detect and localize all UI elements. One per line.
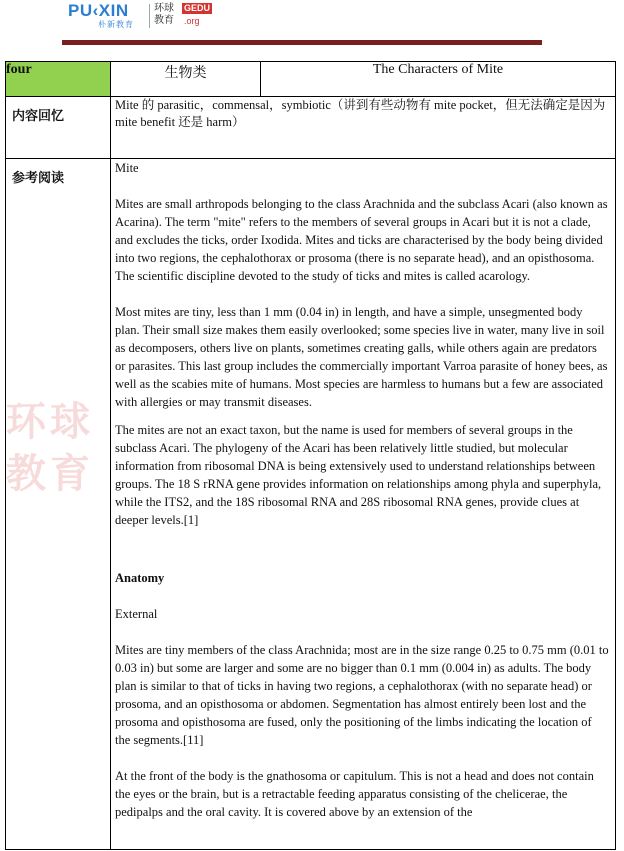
gedu-logo-tag: GEDU — [184, 3, 211, 13]
recall-row — [6, 97, 616, 159]
reading-paragraph: The mites are not an exact taxon, but the name is used for members of several groups in the subclass Acari. The phylogeny of the Acari has been relatively little studied, but molecular information from ribosomal DNA is being extensively used to understand relationships between groups. The 18 S rRNA gene provides information on relationships among phyla and superphyla, while the ITS2, and the 18S ribosomal RNA and 28S ribosomal RNA genes, provide clues at deeper levels.[1] — [115, 423, 602, 527]
watermark: 环球教育 — [6, 399, 94, 497]
reading-heading: Mite — [115, 161, 139, 175]
reading-label: 参考阅读 — [12, 171, 65, 186]
reading-paragraph: Mites are tiny members of the class Arachnida; most are in the size range 0.25 to 0.75 mm (0.01 to 0.03 in) but some are larger and some are no bigger than 0.1 mm (0.004 in) as adults. The body plan is similar to that of ticks in having two regions, a cephalothorax (with no separate head) or prosoma, and an opisthosoma or abdomen. Segmentation has almost entirely been lost and the prosoma and opisthosoma are fused, only the positioning of the limbs indicating the location of the segments.[11] — [115, 643, 609, 747]
reading-paragraph: At the front of the body is the gnathosoma or capitulum. This is not a head and does not contain the eyes or the brain, but is a retractable feeding apparatus consisting of the chelicerae, the pedipalps and the oral cavity. It is covered above by an extension of the — [115, 769, 594, 819]
external-heading: External — [115, 607, 158, 621]
anatomy-heading: Anatomy — [115, 571, 165, 585]
reading-paragraph: Mites are small arthropods belonging to the class Arachnida and the subclass Acari (also known as Acarina). The term "mite" refers to the members of several groups in Acari but it is not a clade, and excludes the ticks, order Ixodida. Mites and ticks are characterised by the body being divided into two regions, the cephalothorax or prosoma (there is no separate head), and an opisthosoma. The scientific discipline devoted to the study of ticks and mites is called acarology. — [115, 197, 608, 283]
gedu-logo-org: .org — [184, 16, 200, 26]
category-cell: 生物类 — [111, 62, 261, 97]
puxin-logo — [68, 2, 146, 32]
page-header — [0, 0, 624, 46]
recall-label: 内容回忆 — [12, 109, 65, 124]
gedu-logo — [154, 3, 224, 33]
title-cell: The Characters of Mite — [261, 62, 616, 97]
content-table — [5, 61, 616, 850]
table-header-row — [6, 62, 616, 97]
gedu-logo-cn1: 环球 — [154, 3, 174, 14]
recall-text: Mite 的 parasitic，commensal，symbiotic（讲到有些动物有 mite pocket，但无法确定是因为 mite benefit 还是 harm） — [115, 98, 606, 129]
reading-row — [6, 159, 616, 850]
reading-body — [111, 159, 615, 849]
header-rule — [62, 40, 542, 45]
gedu-logo-cn2: 教育 — [154, 15, 174, 26]
puxin-logo-text: PU‹XIN — [68, 1, 129, 20]
reading-paragraph: Most mites are tiny, less than 1 mm (0.04 in) in length, and have a simple, unsegmented body plan. Their small size makes them easily overlooked; some species live in water, many live in soil as decomposers, others live on plants, sometimes creating galls, while others again are predators or parasites. This last group includes the commercially important Varroa parasite of honey bees, as well as the scabies mite of humans. Most species are harmless to humans but a few are associated with allergies or may transmit diseases. — [115, 305, 608, 409]
puxin-logo-cn: 朴新教育 — [98, 20, 134, 29]
logo-divider — [149, 4, 150, 28]
level-cell: four — [6, 62, 111, 97]
